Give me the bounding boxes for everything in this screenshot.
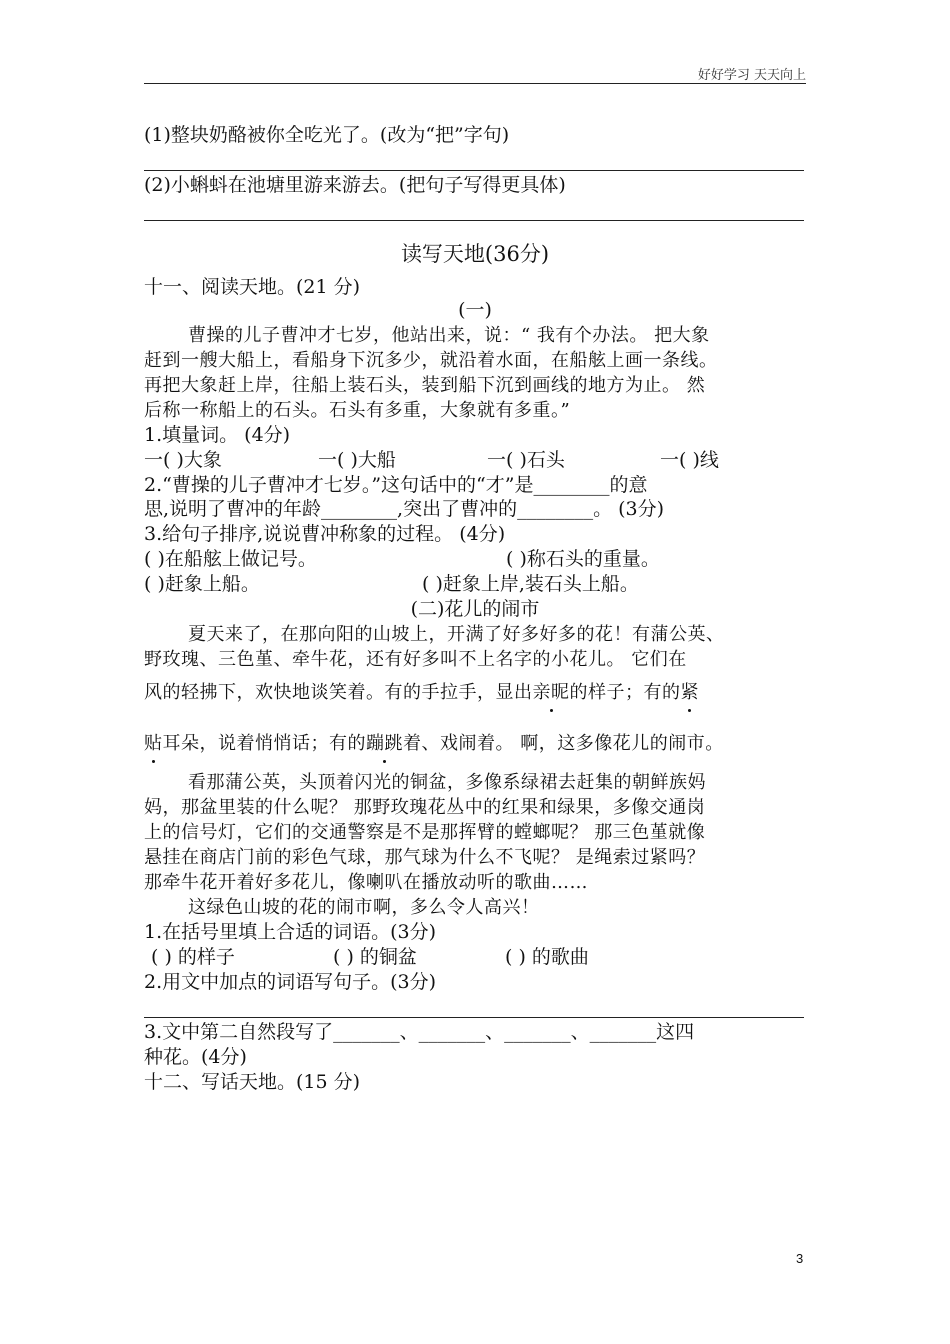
passage2-line: 妈，那盆里装的什么呢？ 那野玫瑰花丛中的红果和绿果，多像交通岗 — [144, 797, 706, 818]
q2-line: 思,说明了曹冲的年龄________,突出了曹冲的________。 (3分) — [144, 498, 665, 520]
passage1-line: 曹操的儿子曹冲才七岁，他站出来，说：“ 我有个办法。 把大象 — [188, 325, 710, 346]
q3-prompt: 3.给句子排序,说说曹冲称象的过程。 (4分) — [144, 523, 506, 545]
q4-blank: ( ) 的歌曲 — [505, 946, 589, 968]
q6-line: 3.文中第二自然段写了_______、_______、_______、_______这四 — [144, 1021, 695, 1043]
passage1-line: 再把大象赶上岸，往船上装石头，装到船下沉到画线的地方为止。 然 — [144, 375, 706, 396]
header-rule — [144, 83, 806, 84]
dotted-word: 蹦跳 — [366, 733, 403, 754]
q1-blank: 一( )石头 — [487, 449, 565, 471]
q6-line: 种花。(4分) — [144, 1046, 247, 1068]
part12-heading: 十二、写话天地。(15 分) — [144, 1071, 361, 1093]
text-segment: 的样子；有的 — [569, 682, 681, 703]
answer-line — [144, 170, 804, 171]
q2-line: 2.“曹操的儿子曹冲才七岁。”这句话中的“才”是________的意 — [144, 474, 648, 496]
q1-blank: 一( )线 — [660, 449, 719, 471]
answer-line — [144, 1017, 804, 1018]
passage2-line: 野玫瑰、三色堇、牵牛花，还有好多叫不上名字的小花儿。 它们在 — [144, 649, 687, 670]
passage1-line: 后称一称船上的石头。石头有多重，大象就有多重。” — [144, 400, 571, 421]
q4-prompt: 1.在括号里填上合适的词语。(3分) — [144, 921, 437, 943]
dotted-word: 紧 — [680, 682, 699, 703]
q1-prompt: 1.填量词。 (4分) — [144, 424, 291, 446]
q3-item: ( )称石头的重量。 — [506, 548, 660, 570]
passage2-line: 那牵牛花开着好多花儿，像喇叭在播放动听的歌曲…… — [144, 872, 588, 893]
text-segment: 耳朵，说着悄悄话；有的 — [162, 733, 366, 754]
section-title: 读写天地(36分) — [400, 242, 550, 266]
page-number: 3 — [796, 1251, 804, 1266]
q4-blank: ( ) 的样子 — [151, 946, 235, 968]
text-segment: 风的轻拂下，欢快地谈笑着。有的手拉手，显出 — [144, 682, 533, 703]
q3-item: ( )在船舷上做记号。 — [144, 548, 317, 570]
passage2-line-dotted — [144, 684, 699, 702]
passage2-title: (二)花儿的闹市 — [410, 598, 540, 620]
dotted-word: 贴 — [144, 733, 163, 754]
passage2-line: 悬挂在商店门前的彩色气球，那气球为什么不飞呢？ 是绳索过紧吗？ — [144, 847, 706, 868]
text-segment: 着、戏闹着。 啊，这多像花儿的闹市。 — [403, 733, 724, 754]
passage2-line: 看那蒲公英，头顶着闪光的铜盆，多像系绿裙去赶集的朝鲜族妈 — [188, 772, 706, 793]
dotted-word: 亲昵 — [532, 682, 570, 703]
part11-heading: 十一、阅读天地。(21 分) — [144, 276, 361, 298]
passage1-title: (一) — [458, 299, 492, 321]
passage2-line: 这绿色山坡的花的闹市啊，多么令人高兴！ — [188, 897, 540, 918]
q1-blank: 一( )大象 — [144, 449, 222, 471]
rewrite-question-1: (1)整块奶酪被你全吃光了。(改为“把”字句) — [144, 124, 510, 146]
passage1-line: 赶到一艘大船上，看船身下沉多少，就沿着水面，在船舷上画一条线。 — [144, 350, 718, 371]
header-slogan: 好好学习 天天向上 — [697, 68, 806, 83]
answer-line — [144, 220, 804, 221]
passage2-line: 夏天来了，在那向阳的山坡上，开满了好多好多的花！有蒲公英、 — [188, 624, 725, 645]
q5-prompt: 2.用文中加点的词语写句子。(3分) — [144, 971, 437, 993]
q3-item: ( )赶象上船。 — [144, 573, 260, 595]
passage2-line: 上的信号灯，它们的交通警察是不是那挥臂的螳螂呢？ 那三色堇就像 — [144, 822, 706, 843]
passage2-line-dotted — [144, 735, 724, 753]
q1-blank: 一( )大船 — [318, 449, 396, 471]
rewrite-question-2: (2)小蝌蚪在池塘里游来游去。(把句子写得更具体) — [144, 174, 566, 196]
q4-blank: ( ) 的铜盆 — [333, 946, 417, 968]
q3-item: ( )赶象上岸,装石头上船。 — [422, 573, 639, 595]
